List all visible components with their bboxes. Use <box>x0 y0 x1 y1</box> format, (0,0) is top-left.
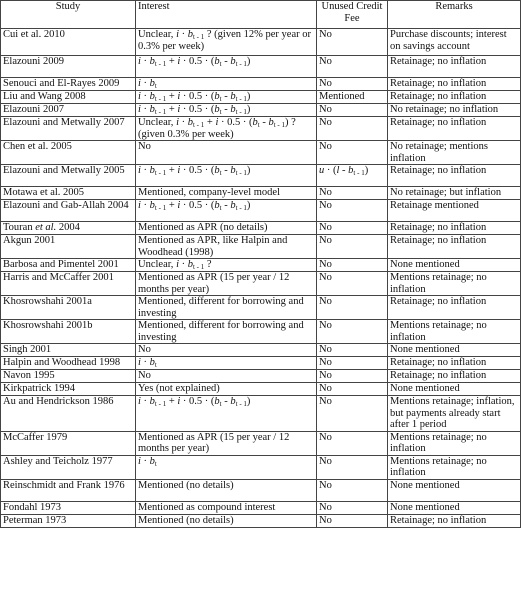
study-cell: Elazouni and Metwally 2007 <box>1 117 136 141</box>
unused-credit-fee-cell: No <box>317 235 388 259</box>
interest-cell: $i \cdot b_{t - 1} + i \cdot 0.5 \cdot (b_t - b_{t - 1})$ <box>136 165 317 187</box>
remarks-cell: No retainage; mentions inflation <box>388 141 521 165</box>
table-row <box>1 344 521 357</box>
interest-cell: $i \cdot b_t$ <box>136 357 317 370</box>
table-row <box>1 141 521 165</box>
unused-credit-fee-cell: No <box>317 117 388 141</box>
remarks-cell: Retainage mentioned <box>388 200 521 222</box>
table-row <box>1 259 521 272</box>
unused-credit-fee-cell: No <box>317 187 388 200</box>
header-row <box>1 1 521 29</box>
remarks-cell: None mentioned <box>388 479 521 501</box>
interest-cell: No <box>136 344 317 357</box>
table-row <box>1 431 521 455</box>
unused-credit-fee-cell: No <box>317 431 388 455</box>
interest-cell: $i \cdot b_{t - 1} + i \cdot 0.5 \cdot (b_t - b_{t - 1})$ <box>136 200 317 222</box>
study-cell: Au and Hendrickson 1986 <box>1 396 136 432</box>
unused-credit-fee-cell: No <box>317 259 388 272</box>
interest-cell: Mentioned as compound interest <box>136 501 317 514</box>
interest-cell: Unclear, $i \cdot b_{t - 1} + i \cdot 0.5 \cdot (b_t - b_{t - 1})$ ? (given 0.3% per week) <box>136 117 317 141</box>
interest-cell: $i \cdot b_{t - 1} + i \cdot 0.5 \cdot (b_t - b_{t - 1})$ <box>136 56 317 78</box>
remarks-cell: Purchase discounts; interest on savings account <box>388 29 521 56</box>
table-row <box>1 455 521 479</box>
study-cell: Khosrowshahi 2001b <box>1 320 136 344</box>
table-row <box>1 165 521 187</box>
unused-credit-fee-cell: No <box>317 78 388 91</box>
remarks-cell: Retainage; no inflation <box>388 78 521 91</box>
remarks-cell: Retainage; no inflation <box>388 370 521 383</box>
header-remarks: Remarks <box>388 1 521 29</box>
unused-credit-fee-cell: No <box>317 396 388 432</box>
remarks-cell: Mentions retainage; inflation, but payments already start after 1 period <box>388 396 521 432</box>
unused-credit-fee-cell: No <box>317 370 388 383</box>
interest-cell: $i \cdot b_t$ <box>136 455 317 479</box>
interest-cell: Mentioned as APR, like Halpin and Woodhead (1998) <box>136 235 317 259</box>
study-cell: Elazouni and Metwally 2005 <box>1 165 136 187</box>
unused-credit-fee-cell: No <box>317 104 388 117</box>
table-row <box>1 272 521 296</box>
study-cell: Elazouni 2009 <box>1 56 136 78</box>
table-row <box>1 396 521 432</box>
study-cell: Singh 2001 <box>1 344 136 357</box>
interest-cell: $i \cdot b_{t - 1} + i \cdot 0.5 \cdot (b_t - b_{t - 1})$ <box>136 91 317 104</box>
unused-credit-fee-cell: No <box>317 514 388 527</box>
remarks-cell: Retainage; no inflation <box>388 222 521 235</box>
study-cell: Navon 1995 <box>1 370 136 383</box>
interest-cell: $i \cdot b_{t - 1} + i \cdot 0.5 \cdot (b_t - b_{t - 1})$ <box>136 104 317 117</box>
study-cell: Harris and McCaffer 2001 <box>1 272 136 296</box>
unused-credit-fee-cell: No <box>317 56 388 78</box>
unused-credit-fee-cell: No <box>317 320 388 344</box>
interest-cell: Unclear, $i \cdot b_{t - 1}$ ? (given 12% per year or 0.3% per week) <box>136 29 317 56</box>
remarks-cell: None mentioned <box>388 383 521 396</box>
table-row <box>1 479 521 501</box>
study-cell: McCaffer 1979 <box>1 431 136 455</box>
unused-credit-fee-cell: $u \cdot (l - b_{t - 1})$ <box>317 165 388 187</box>
table-row <box>1 78 521 91</box>
table-row <box>1 222 521 235</box>
study-cell: Peterman 1973 <box>1 514 136 527</box>
header-unused-credit-fee: Unused Credit Fee <box>317 1 388 29</box>
interest-cell: $i \cdot b_{t - 1} + i \cdot 0.5 \cdot (b_t - b_{t - 1})$ <box>136 396 317 432</box>
study-cell: Halpin and Woodhead 1998 <box>1 357 136 370</box>
interest-cell: Mentioned (no details) <box>136 479 317 501</box>
study-cell: Ashley and Teicholz 1977 <box>1 455 136 479</box>
study-cell: Kirkpatrick 1994 <box>1 383 136 396</box>
remarks-cell: No retainage; no inflation <box>388 104 521 117</box>
interest-cell: Mentioned as APR (15 per year / 12 months per year) <box>136 272 317 296</box>
interest-cell: Mentioned (no details) <box>136 514 317 527</box>
remarks-cell: Mentions retainage; no inflation <box>388 272 521 296</box>
study-cell: Akgun 2001 <box>1 235 136 259</box>
table-row <box>1 370 521 383</box>
unused-credit-fee-cell: No <box>317 272 388 296</box>
study-cell: Touran et al. 2004 <box>1 222 136 235</box>
remarks-cell: Retainage; no inflation <box>388 91 521 104</box>
study-cell: Senouci and El-Rayes 2009 <box>1 78 136 91</box>
table-row <box>1 187 521 200</box>
unused-credit-fee-cell: No <box>317 479 388 501</box>
study-cell: Fondahl 1973 <box>1 501 136 514</box>
table-row <box>1 320 521 344</box>
study-cell: Liu and Wang 2008 <box>1 91 136 104</box>
header-interest: Interest <box>136 1 317 29</box>
table-row <box>1 514 521 527</box>
remarks-cell: Retainage; no inflation <box>388 296 521 320</box>
unused-credit-fee-cell: No <box>317 357 388 370</box>
unused-credit-fee-cell: No <box>317 383 388 396</box>
remarks-cell: None mentioned <box>388 259 521 272</box>
remarks-cell: Retainage; no inflation <box>388 514 521 527</box>
remarks-cell: None mentioned <box>388 501 521 514</box>
header-study: Study <box>1 1 136 29</box>
remarks-cell: Retainage; no inflation <box>388 357 521 370</box>
remarks-cell: Retainage; no inflation <box>388 235 521 259</box>
unused-credit-fee-cell: No <box>317 344 388 357</box>
study-cell: Chen et al. 2005 <box>1 141 136 165</box>
interest-cell: No <box>136 370 317 383</box>
remarks-cell: No retainage; but inflation <box>388 187 521 200</box>
interest-cell: $i \cdot b_t$ <box>136 78 317 91</box>
study-cell: Barbosa and Pimentel 2001 <box>1 259 136 272</box>
interest-cell: No <box>136 141 317 165</box>
study-cell: Reinschmidt and Frank 1976 <box>1 479 136 501</box>
unused-credit-fee-cell: No <box>317 29 388 56</box>
table-row <box>1 104 521 117</box>
unused-credit-fee-cell: No <box>317 501 388 514</box>
table-row <box>1 501 521 514</box>
unused-credit-fee-cell: Mentioned <box>317 91 388 104</box>
unused-credit-fee-cell: No <box>317 141 388 165</box>
interest-cell: Mentioned, different for borrowing and investing <box>136 296 317 320</box>
study-cell: Khosrowshahi 2001a <box>1 296 136 320</box>
table-row <box>1 117 521 141</box>
remarks-cell: Mentions retainage; no inflation <box>388 431 521 455</box>
interest-cell: Mentioned as APR (no details) <box>136 222 317 235</box>
interest-cell: Mentioned, company-level model <box>136 187 317 200</box>
remarks-cell: Mentions retainage; no inflation <box>388 320 521 344</box>
study-cell: Elazouni and Gab-Allah 2004 <box>1 200 136 222</box>
study-cell: Motawa et al. 2005 <box>1 187 136 200</box>
interest-cell: Yes (not explained) <box>136 383 317 396</box>
study-cell: Cui et al. 2010 <box>1 29 136 56</box>
remarks-cell: None mentioned <box>388 344 521 357</box>
interest-cell: Unclear, $i \cdot b_{t - 1}$ ? <box>136 259 317 272</box>
remarks-cell: Retainage; no inflation <box>388 56 521 78</box>
remarks-cell: Retainage; no inflation <box>388 165 521 187</box>
unused-credit-fee-cell: No <box>317 296 388 320</box>
table-row <box>1 56 521 78</box>
study-cell: Elazouni 2007 <box>1 104 136 117</box>
table-row <box>1 296 521 320</box>
interest-cell: Mentioned as APR (15 per year / 12 months per year) <box>136 431 317 455</box>
interest-cell: Mentioned, different for borrowing and investing <box>136 320 317 344</box>
unused-credit-fee-cell: No <box>317 200 388 222</box>
unused-credit-fee-cell: No <box>317 222 388 235</box>
table-row <box>1 200 521 222</box>
table-row <box>1 383 521 396</box>
table-row <box>1 29 521 56</box>
table-row <box>1 357 521 370</box>
table-body <box>1 29 521 528</box>
remarks-cell: Mentions retainage; no inflation <box>388 455 521 479</box>
unused-credit-fee-cell: No <box>317 455 388 479</box>
table-row <box>1 91 521 104</box>
remarks-cell: Retainage; no inflation <box>388 117 521 141</box>
table-row <box>1 235 521 259</box>
